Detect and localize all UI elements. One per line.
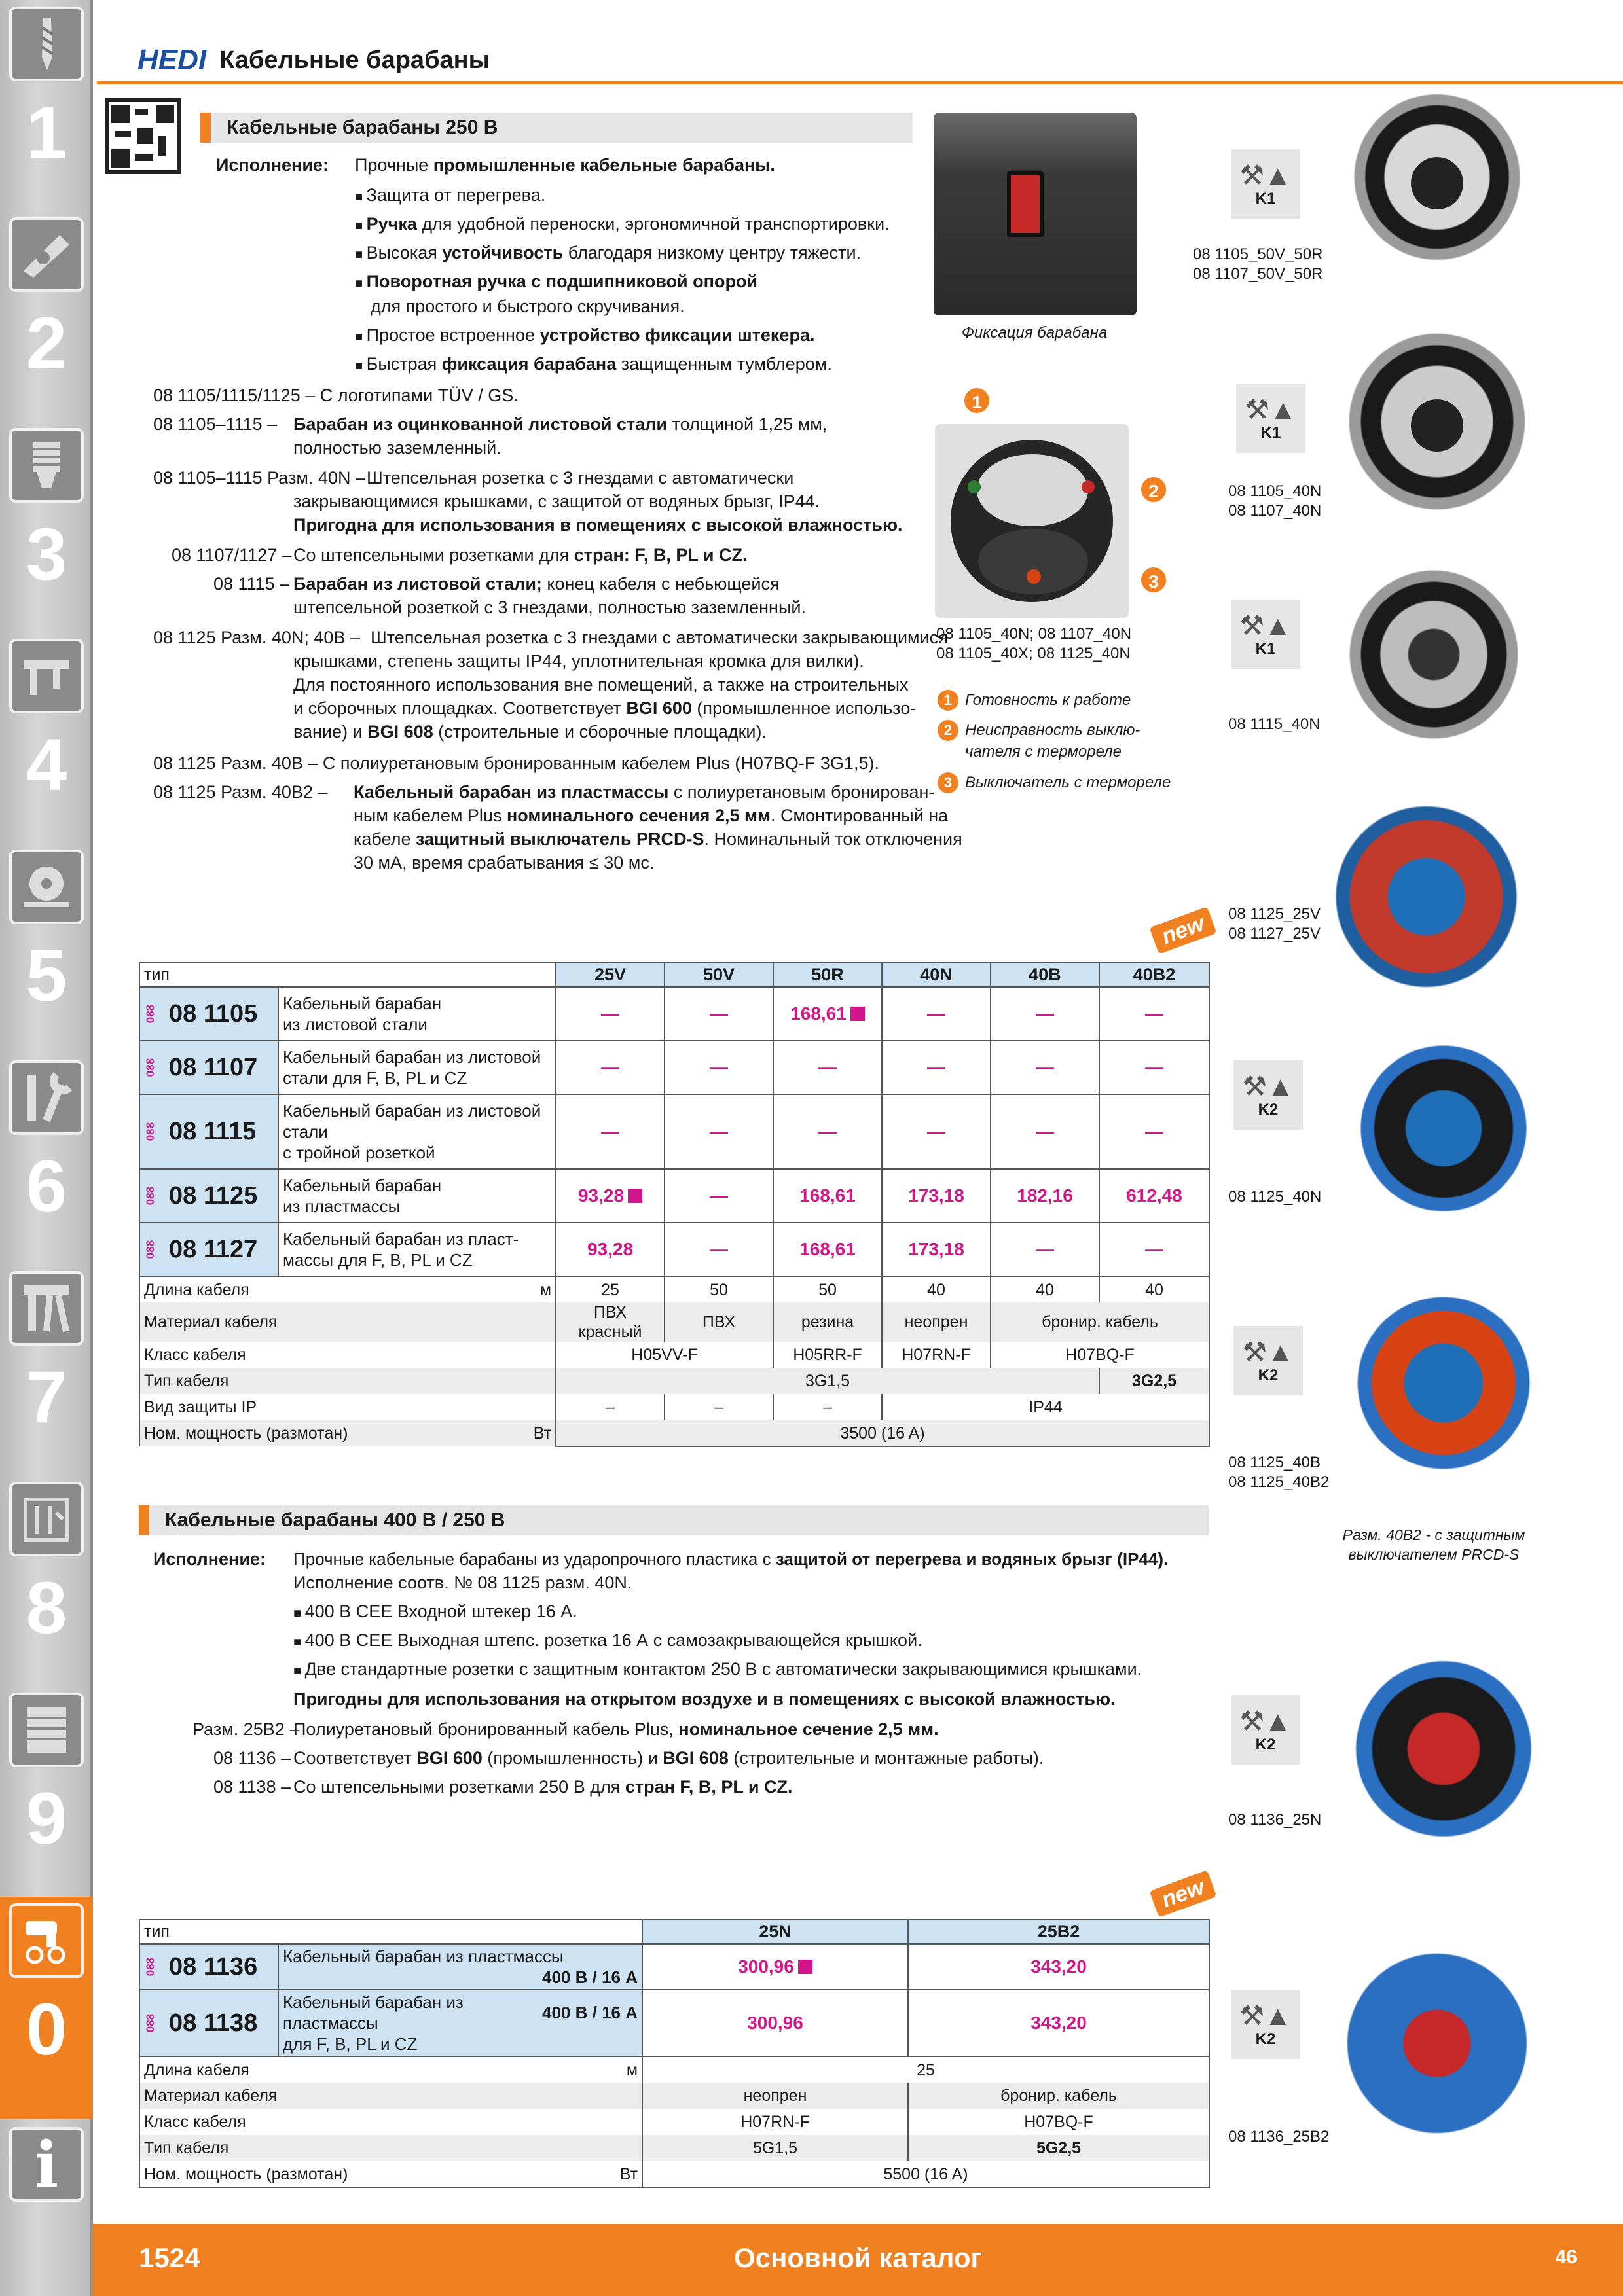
legend-2: 2 Неисправность выклю- — [938, 720, 1140, 741]
column-50r: 50R — [773, 963, 882, 987]
toolbox-icon — [9, 1482, 84, 1556]
chapter-number: 0 — [26, 1988, 67, 2070]
stock-marker-icon — [628, 1189, 642, 1203]
chapter-tab-info[interactable] — [0, 2127, 93, 2219]
chapter-tab-8[interactable] — [0, 1475, 93, 1686]
note-5-label: 08 1115 – — [213, 574, 290, 594]
info-letter: i — [34, 2127, 59, 2202]
price-cell: — — [991, 1223, 1099, 1276]
note-8-cont: ным кабелем Plus номинального сечения 2,5 мм. Смонтированный на — [354, 806, 949, 825]
hammer-water-icon: ⚒▲ — [1239, 160, 1292, 190]
feature-3: ■ Высокая устойчивость благодаря низкому центру тяжести. — [355, 241, 861, 266]
stock-marker-icon — [798, 1960, 812, 1974]
chapter-number: 6 — [26, 1145, 67, 1227]
protection-class-badge: ⚒▲ K1 — [1231, 600, 1300, 669]
table-row — [139, 1094, 1209, 1169]
note-6: Штепсельная розетка с 3 гнездами с автоматически закрывающимися — [371, 628, 948, 647]
new-badge: new — [1149, 906, 1216, 954]
hammer-water-icon: ⚒▲ — [1239, 1706, 1292, 1736]
price-cell: 300,96 — [642, 1944, 908, 1990]
note-6-cont: крышками, степень защиты IP44, уплотнительная кромка для вилки). — [293, 651, 864, 671]
chapter-tab-2[interactable] — [0, 211, 93, 422]
note-3-cont: закрывающимися крышками, с защитой от водяных брызг, IP44. — [293, 492, 820, 511]
feature-4: ■ Поворотная ручка с подшипниковой опорой — [355, 270, 757, 295]
toggle-switch-icon — [1007, 171, 1044, 237]
cutting-tool-icon — [9, 217, 84, 292]
column-40n: 40N — [882, 963, 991, 987]
price-cell: 182,16 — [991, 1169, 1099, 1223]
note-2: Соответствует BGI 600 (промышленность) и BGI 608 (строительные и монтажные работы). — [293, 1748, 1044, 1768]
catalog-title: Основной каталог — [734, 2242, 982, 2273]
spec-row-length: Длина кабеля м 25 — [139, 2056, 1209, 2083]
drill-glasses-icon — [9, 1903, 84, 1978]
info-icon — [9, 2127, 84, 2202]
note-4: Со штепсельными розетками для стран: F, B, PL и CZ. — [293, 545, 748, 565]
callout-1: 1 — [962, 386, 991, 415]
cable-reel-image — [1349, 1283, 1539, 1505]
feature-1: ■ Защита от перегрева. — [355, 183, 545, 209]
price-cell: — — [991, 1041, 1099, 1094]
chapter-number: 4 — [26, 724, 67, 806]
chapter-number: 9 — [26, 1778, 67, 1859]
product-variant-label: 08 1107_40N — [1228, 502, 1322, 520]
note-6-cont3: и сборочных площадках. Соответствует BGI 600 (промышленное использо- — [293, 698, 917, 718]
qr-code[interactable] — [105, 98, 181, 174]
article-number: 088 08 1138 — [139, 1990, 278, 2056]
page-header — [137, 41, 490, 80]
chuck-icon — [9, 428, 84, 503]
wrench-icon — [9, 1060, 84, 1135]
product-variant-label: 08 1105_40N — [1228, 482, 1322, 500]
hammer-water-icon: ⚒▲ — [1242, 1071, 1294, 1102]
drill-bit-icon — [9, 7, 84, 81]
page-footer — [93, 2224, 1623, 2296]
note-3-label: 08 1105–1115 Разм. 40N – — [153, 468, 365, 488]
product-variant-label: 08 1127_25V — [1228, 925, 1321, 942]
article-number: 088 08 1115 — [139, 1094, 278, 1169]
breaker-button-icon — [1027, 569, 1041, 584]
note-5-cont: штепсельной розеткой с 3 гнездами, полностью заземленный. — [293, 598, 806, 617]
note-3: Штепсельная розетка с 3 гнездами с автоматически — [367, 468, 794, 488]
chapter-tab-1[interactable] — [0, 0, 93, 211]
chapter-tab-9[interactable] — [0, 1686, 93, 1897]
price-cell: — — [1099, 1041, 1209, 1094]
section-title-250v — [200, 113, 913, 143]
note-8: Кабельный барабан из пластмассы с полиуретановым бронирован- — [354, 782, 935, 802]
socket-panel-label-1: 08 1105_40N; 08 1107_40N — [936, 625, 1132, 643]
product-variant-label: 08 1115_40N — [1228, 715, 1321, 733]
drum-lock-caption: Фиксация барабана — [961, 324, 1108, 342]
chapter-number: 3 — [26, 513, 67, 595]
pliers-icon — [9, 1271, 84, 1346]
column-40b2: 40B2 — [1099, 963, 1209, 987]
column-50v: 50V — [665, 963, 773, 987]
cable-reel-image — [1349, 92, 1525, 281]
note-6-cont4: вание) и BGI 608 (строительные и сборочные площадки). — [293, 722, 767, 742]
callout-2: 2 — [1139, 475, 1168, 504]
spec-label: Класс кабеля — [139, 1342, 556, 1368]
product-variant-label: 08 1107_50V_50R — [1193, 265, 1323, 283]
price-cell: — — [1099, 1094, 1209, 1169]
price-cell: — — [665, 1041, 773, 1094]
price-cell: 168,61 — [773, 1169, 882, 1223]
price-cell: 612,48 — [1099, 1169, 1209, 1223]
chapter-number: 8 — [26, 1567, 67, 1649]
note-1: 08 1105/1115/1125 – С логотипами TÜV / GS. — [153, 386, 519, 405]
note-3: Со штепсельными розетками 250 В для стран F, B, PL и CZ. — [293, 1777, 793, 1797]
note-8-cont3: 30 мА, время срабатывания ≤ 30 мс. — [354, 853, 655, 872]
note-1-label: Разм. 25B2 – — [192, 1719, 300, 1739]
lead-label: Исполнение: — [216, 155, 329, 175]
feature-6: ■ Быстрая фиксация барабана защищенным тумблером. — [355, 352, 832, 378]
table-row — [139, 1169, 1209, 1223]
spec-row-power: Ном. мощность (размотан) Вт 3500 (16 A) — [139, 1420, 1209, 1446]
prcd-caption: Разм. 40B2 - с защитным выключателем PRCD-S — [1342, 1526, 1525, 1563]
price-cell: — — [665, 1223, 773, 1276]
spec-label: Вид защиты IP — [139, 1394, 556, 1420]
spec-row-ip: Вид защиты IP – – – IP44 — [139, 1394, 1209, 1420]
table-row — [139, 1944, 1209, 1990]
article-number: 088 08 1105 — [139, 987, 278, 1041]
price-cell: — — [882, 987, 991, 1041]
chapter-number: 5 — [26, 935, 67, 1016]
caliper-icon — [9, 639, 84, 713]
table-row — [139, 987, 1209, 1041]
note-7: 08 1125 Разм. 40B – С полиуретановым бронированным кабелем Plus (H07BQ-F 3G1,5). — [153, 753, 879, 773]
price-cell: — — [556, 1041, 665, 1094]
spec-row-class: Класс кабеля H07RN-F H07BQ-F — [139, 2109, 1209, 2135]
spec-label: Материал кабеля — [139, 2083, 642, 2109]
product-variant-label: 08 1125_40N — [1228, 1188, 1322, 1206]
product-variant-label: 08 1136_25B2 — [1228, 2128, 1330, 2145]
note-5: Барабан из листовой стали; конец кабеля с небьющейся — [293, 574, 780, 594]
socket-panel-photo — [935, 424, 1129, 618]
legend-1: 1 Готовность к работе — [938, 690, 1131, 711]
price-cell: 173,18 — [882, 1223, 991, 1276]
spec-label: Ном. мощность (размотан) Вт — [139, 2161, 642, 2187]
price-cell: — — [1099, 987, 1209, 1041]
note-3-label: 08 1138 – — [213, 1777, 291, 1797]
note-1: Полиуретановый бронированный кабель Plus, номинальное сечение 2,5 мм. — [293, 1719, 939, 1739]
ready-indicator-icon — [968, 480, 981, 493]
cable-reel-image — [1349, 1034, 1539, 1244]
price-cell: — — [556, 1094, 665, 1169]
feature-5: ■ Простое встроенное устройство фиксации штекера. — [355, 323, 814, 349]
cable-reel-image — [1329, 772, 1545, 1021]
hammer-water-icon: ⚒▲ — [1242, 1336, 1294, 1367]
article-description: Кабельный барабан из пластмассы 400 В / 16 А — [278, 1944, 642, 1990]
sheet-number: 46 — [1555, 2246, 1577, 2268]
table-row — [139, 1041, 1209, 1094]
price-cell: — — [1099, 1223, 1209, 1276]
protection-class-badge: ⚒▲ K1 — [1231, 149, 1300, 219]
brand-logo: HEDI — [137, 44, 207, 76]
spec-label: Тип кабеля — [139, 2135, 642, 2161]
article-description: Кабельный барабан из пластмассы — [278, 1169, 556, 1223]
spec-label: Длина кабеля м — [139, 1276, 556, 1302]
tool-cabinet-icon — [9, 1693, 84, 1767]
chapter-sidebar — [0, 0, 93, 2296]
lead-label: Исполнение: — [153, 1549, 266, 1569]
price-cell: — — [882, 1094, 991, 1169]
cable-reel-image — [1349, 1643, 1539, 1878]
chapter-number: 2 — [26, 302, 67, 384]
page-title: Кабельные барабаны — [219, 46, 490, 74]
spec-label: Ном. мощность (размотан) Вт — [139, 1420, 556, 1446]
legend-2-cont: чателя с термореле — [965, 743, 1122, 761]
note-2-label: 08 1105–1115 – — [153, 414, 278, 434]
price-cell: — — [991, 1094, 1099, 1169]
feature-1: ■ 400 В CEE Входной штекер 16 А. — [293, 1600, 577, 1625]
article-number: 088 08 1136 — [139, 1944, 278, 1990]
note-8-label: 08 1125 Разм. 40B2 – — [153, 782, 328, 802]
socket-panel-label-2: 08 1105_40X; 08 1125_40N — [936, 645, 1131, 662]
legend-3: 3 Выключатель с термореле — [938, 772, 1171, 793]
price-cell: — — [773, 1041, 882, 1094]
price-cell: 93,28 — [556, 1223, 665, 1276]
hammer-water-icon: ⚒▲ — [1245, 394, 1297, 425]
protection-class-badge: ⚒▲ K2 — [1233, 1060, 1303, 1130]
protection-class-badge: ⚒▲ K2 — [1231, 1990, 1300, 2059]
callout-3: 3 — [1139, 565, 1168, 594]
chapter-tab-4[interactable] — [0, 632, 93, 843]
spec-row-type: Тип кабеля 3G1,5 3G2,5 — [139, 1368, 1209, 1394]
price-cell: 300,96 — [642, 1990, 908, 2056]
article-description: Кабельный барабан из пласт- массы для F, B, PL и CZ — [278, 1223, 556, 1276]
column-type: тип — [139, 1920, 642, 1944]
lead-text: Прочные кабельные барабаны из ударопрочного пластика с защитой от перегрева и водяных брызг (IP44). — [293, 1549, 1169, 1569]
feature-2: ■ Ручка для удобной переноски, эргономичной транспортировки. — [355, 212, 890, 238]
table-400v — [139, 1919, 1210, 2188]
spec-label: Тип кабеля — [139, 1368, 556, 1394]
price-cell: — — [665, 987, 773, 1041]
product-variant-label: 08 1125_25V — [1228, 905, 1321, 923]
cable-reel-image — [1336, 556, 1532, 753]
article-number: 088 08 1125 — [139, 1169, 278, 1223]
chapter-number: 1 — [26, 92, 67, 173]
article-number: 088 08 1107 — [139, 1041, 278, 1094]
section-title-text: Кабельные барабаны 250 В — [227, 117, 498, 138]
price-cell: — — [882, 1041, 991, 1094]
spec-label: Длина кабеля м — [139, 2056, 642, 2083]
table-header-row — [139, 1920, 1209, 1944]
product-variant-label: 08 1125_40B2 — [1228, 1473, 1330, 1491]
note-6-label: 08 1125 Разм. 40N; 40B – — [153, 628, 360, 647]
price-cell: — — [773, 1094, 882, 1169]
spec-row-class: Класс кабеля H05VV-F H05RR-F H07RN-F H07BQ-F — [139, 1342, 1209, 1368]
section-title-400v — [139, 1505, 1209, 1535]
chapter-tab-7[interactable] — [0, 1265, 93, 1475]
page-number: 1524 — [139, 2242, 200, 2273]
table-row — [139, 1990, 1209, 2056]
price-cell: 168,61 — [773, 1223, 882, 1276]
price-cell: — — [665, 1169, 773, 1223]
price-cell: 173,18 — [882, 1169, 991, 1223]
feature-2: ■ 400 В CEE Выходная штепс. розетка 16 А с самозакрывающейся крышкой. — [293, 1628, 922, 1654]
article-description: Кабельный барабан из листовой стали для F, B, PL и CZ — [278, 1041, 556, 1094]
saw-blade-icon — [9, 850, 84, 924]
product-variant-label: 08 1125_40B — [1228, 1454, 1321, 1471]
header-rule — [97, 81, 1623, 84]
price-cell: 168,61 — [773, 987, 882, 1041]
drum-lock-photo — [934, 113, 1137, 315]
fault-indicator-icon — [1082, 480, 1095, 493]
article-description: Кабельный барабан из листовой стали — [278, 987, 556, 1041]
product-variant-label: 08 1105_50V_50R — [1193, 245, 1323, 263]
column-25b2: 25B2 — [908, 1920, 1209, 1944]
product-variant-label: 08 1136_25N — [1228, 1811, 1322, 1829]
chapter-tab-0[interactable] — [0, 1897, 93, 2119]
chapter-tab-5[interactable] — [0, 843, 93, 1054]
article-description: 400 В / 16 А Кабельный барабан из пластмассы для F, B, PL и CZ — [278, 1990, 642, 2056]
lead-text: Прочные промышленные кабельные барабаны. — [355, 155, 775, 175]
spec-row-material: Материал кабеля неопрен бронир. кабель — [139, 2083, 1209, 2109]
chapter-tab-6[interactable] — [0, 1054, 93, 1265]
column-type: тип — [139, 963, 556, 987]
note-8-cont2: кабеле защитный выключатель PRCD-S. Номинальный ток отключения — [354, 829, 962, 849]
protection-class-badge: ⚒▲ K1 — [1236, 384, 1305, 453]
table-250v — [139, 962, 1210, 1447]
table-header-row — [139, 963, 1209, 987]
protection-class-badge: ⚒▲ K2 — [1231, 1695, 1300, 1765]
feature-4-cont: для простого и быстрого скручивания. — [371, 296, 685, 316]
note-2-label: 08 1136 – — [213, 1748, 291, 1768]
price-cell: 93,28 — [556, 1169, 665, 1223]
cable-reel-image — [1349, 327, 1525, 537]
spec-row-material: Материал кабеля ПВХ красный ПВХ резина неопрен бронир. кабель — [139, 1302, 1209, 1342]
price-cell: — — [991, 987, 1099, 1041]
price-cell: 343,20 — [908, 1990, 1209, 2056]
spec-row-power: Ном. мощность (размотан) Вт 5500 (16 A) — [139, 2161, 1209, 2187]
hammer-water-icon: ⚒▲ — [1239, 2000, 1292, 2031]
chapter-tab-3[interactable] — [0, 422, 93, 632]
price-cell: 343,20 — [908, 1944, 1209, 1990]
price-cell: — — [665, 1094, 773, 1169]
lead-text-2: Исполнение соотв. № 08 1125 разм. 40N. — [293, 1573, 632, 1592]
chapter-number: 7 — [26, 1356, 67, 1438]
stock-marker-icon — [850, 1007, 865, 1021]
price-cell: — — [556, 987, 665, 1041]
hammer-water-icon: ⚒▲ — [1239, 610, 1292, 641]
column-25n: 25N — [642, 1920, 908, 1944]
suitability-note: Пригодны для использования на открытом воздухе и в помещениях с высокой влажностью. — [293, 1689, 1116, 1709]
note-3-bold: Пригодна для использования в помещениях с высокой влажностью. — [293, 515, 903, 535]
note-2: Барабан из оцинкованной листовой стали толщиной 1,25 мм, — [293, 414, 828, 434]
article-description: Кабельный барабан из листовой стали с тройной розеткой — [278, 1094, 556, 1169]
article-number: 088 08 1127 — [139, 1223, 278, 1276]
column-40b: 40B — [991, 963, 1099, 987]
protection-class-badge: ⚒▲ K2 — [1233, 1326, 1303, 1395]
section-title-text: Кабельные барабаны 400 В / 250 В — [165, 1509, 505, 1531]
note-6-cont2: Для постоянного использования вне помещений, а также на строительных — [293, 675, 909, 694]
cable-reel-image — [1336, 1937, 1539, 2173]
note-4-label: 08 1107/1127 – — [172, 545, 292, 565]
spec-label: Класс кабеля — [139, 2109, 642, 2135]
column-25v: 25V — [556, 963, 665, 987]
new-badge: new — [1149, 1870, 1216, 1918]
feature-3: ■ Две стандартные розетки с защитным контактом 250 В с автоматически закрывающимися крышками. — [293, 1657, 1142, 1683]
spec-row-type: Тип кабеля 5G1,5 5G2,5 — [139, 2135, 1209, 2161]
note-2-cont: полностью заземленный. — [293, 438, 501, 457]
spec-label: Материал кабеля — [139, 1302, 556, 1342]
spec-row-length: Длина кабеля м 25 50 50 40 40 40 — [139, 1276, 1209, 1302]
table-row — [139, 1223, 1209, 1276]
